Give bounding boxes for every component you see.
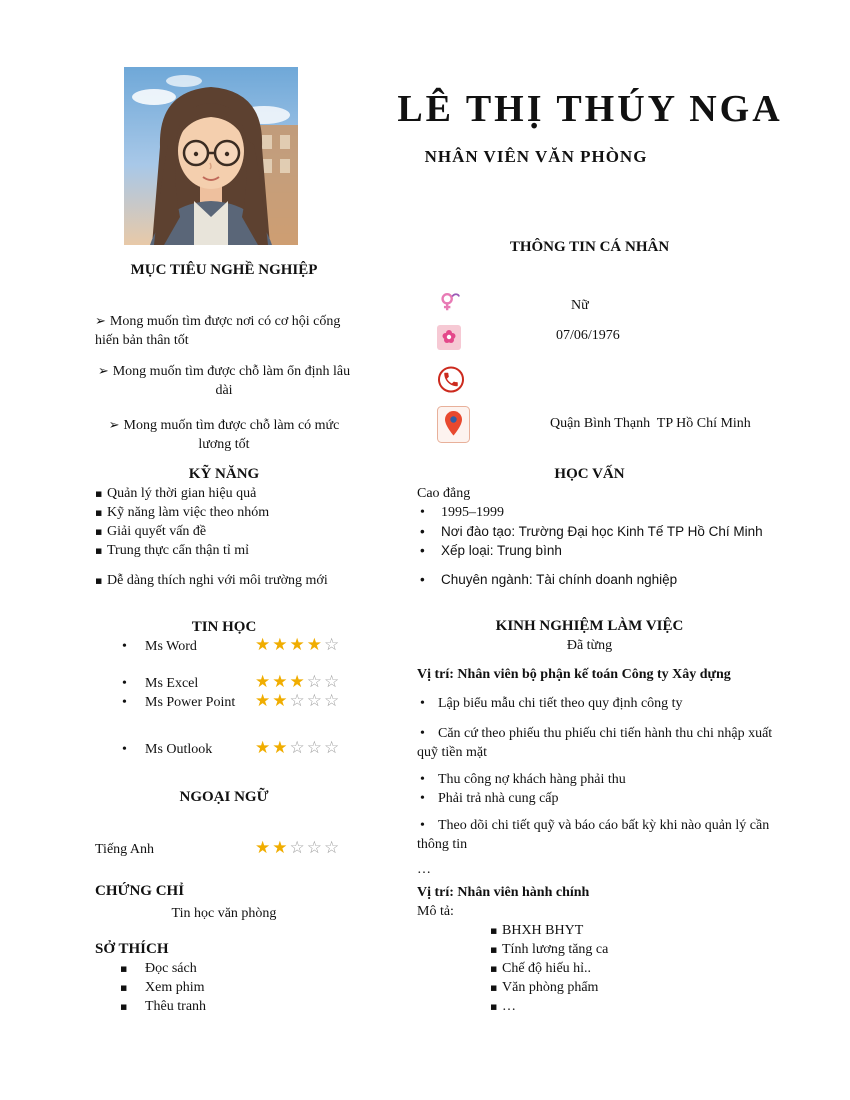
square-bullet-icon: ▪	[120, 1000, 128, 1013]
skill-text: Dễ dàng thích nghi với môi trường mới	[107, 573, 328, 588]
job-duty-item	[417, 816, 791, 854]
job-task-text: …	[502, 999, 516, 1014]
square-bullet-icon: ▪	[490, 981, 498, 994]
education-heading: HỌC VẤN	[554, 466, 625, 482]
star-icon: ☆	[306, 838, 324, 858]
dot-bullet-icon: •	[122, 676, 127, 691]
objective-item	[95, 416, 353, 454]
objective-text: Mong muốn tìm được chỗ làm ổn định lâu dài	[112, 364, 351, 398]
personal-info-row-phone	[417, 366, 791, 406]
star-icon: ★	[272, 691, 290, 711]
education-item	[417, 503, 791, 522]
dot-bullet-icon: •	[122, 695, 127, 710]
job-duty-text: Thu công nợ khách hàng phải thu	[438, 772, 626, 787]
star-icon: ★	[289, 635, 307, 655]
job-task-text: BHXH BHYT	[502, 923, 584, 938]
job-task-text: Văn phòng phẩm	[502, 980, 599, 995]
star-icon: ★	[255, 838, 273, 858]
education-degree: Cao đẳng	[417, 486, 471, 501]
star-rating	[255, 636, 341, 655]
computer-skill-label: Ms Power Point	[145, 695, 236, 710]
job-task-text: Tính lương tăng ca	[502, 942, 609, 957]
star-rating	[255, 673, 341, 692]
star-icon: ☆	[324, 691, 342, 711]
star-icon: ★	[255, 672, 273, 692]
star-icon: ☆	[306, 738, 324, 758]
job-duty-text: Phải trả nhà cung cấp	[438, 791, 559, 806]
experience-heading: KINH NGHIỆM LÀM VIỆC	[495, 618, 684, 634]
job-task-item	[417, 921, 791, 940]
personal-info-list	[417, 291, 791, 450]
square-bullet-icon: ▪	[490, 924, 498, 937]
star-icon: ★	[272, 838, 290, 858]
computer-skill-label: Ms Excel	[145, 676, 199, 691]
objectives-heading: MỤC TIÊU NGHỀ NGHIỆP	[130, 262, 318, 278]
star-icon: ☆	[289, 691, 307, 711]
star-icon: ★	[272, 738, 290, 758]
personal-info-row-gender	[417, 291, 791, 325]
star-icon: ☆	[289, 738, 307, 758]
dot-bullet-icon: •	[420, 524, 425, 539]
skill-text: Quản lý thời gian hiệu quả	[107, 486, 257, 501]
hobby-text: Thêu tranh	[145, 999, 207, 1014]
arrow-marker-icon: ➢	[108, 418, 120, 433]
hobby-item	[95, 997, 353, 1016]
job-title-1: Vị trí: Nhân viên bộ phận kế toán Công ty Xây dựng	[417, 667, 731, 682]
objective-item	[95, 362, 353, 400]
skills-heading: KỸ NĂNG	[188, 466, 260, 482]
hobby-text: Đọc sách	[145, 961, 197, 976]
star-icon: ★	[306, 635, 324, 655]
personal-info-row-address	[417, 406, 791, 450]
square-bullet-icon: ▪	[490, 1000, 498, 1013]
arrow-marker-icon: ➢	[97, 364, 109, 379]
job-description-label: Mô tả:	[417, 904, 454, 919]
star-icon: ☆	[324, 672, 342, 692]
job-duty-item	[417, 770, 791, 789]
birthday-icon	[437, 325, 461, 356]
skill-item	[95, 484, 353, 503]
job-duty-item	[417, 789, 791, 808]
dot-bullet-icon: •	[420, 791, 425, 806]
skill-item	[95, 503, 353, 522]
job-duty-item	[417, 694, 791, 713]
square-bullet-icon: ▪	[120, 962, 128, 975]
job-task-item	[417, 978, 791, 997]
job-duty-text: Theo dõi chi tiết quỹ và báo cáo bất kỳ khi nào quản lý cần thông tin	[417, 818, 770, 852]
hobby-item	[95, 959, 353, 978]
address-value: Quận Bình Thạnh TP Hồ Chí Minh	[550, 416, 751, 431]
section-certificates	[95, 882, 353, 923]
portrait-illustration	[124, 67, 298, 245]
square-bullet-icon: ▪	[95, 487, 103, 500]
dot-bullet-icon: •	[122, 639, 127, 654]
birthday-value: 07/06/1976	[556, 328, 620, 343]
hobby-text: Xem phim	[145, 980, 205, 995]
section-languages	[95, 788, 353, 859]
computer-skill-row	[95, 693, 353, 712]
star-rating	[255, 692, 341, 711]
dot-bullet-icon: •	[420, 818, 425, 833]
experience-status: Đã từng	[566, 638, 613, 653]
star-icon: ★	[272, 635, 290, 655]
skill-text: Giải quyết vấn đề	[107, 524, 207, 539]
section-skills	[95, 465, 353, 590]
section-career-objectives	[95, 261, 353, 454]
square-bullet-icon: ▪	[490, 943, 498, 956]
section-education	[417, 465, 791, 589]
job-duty-text: Lập biểu mẫu chi tiết theo quy định công ty	[438, 696, 683, 711]
skill-text: Trung thực cẩn thận tỉ mỉ	[107, 543, 250, 558]
dot-bullet-icon: •	[420, 772, 425, 787]
star-icon: ★	[255, 691, 273, 711]
square-bullet-icon: ▪	[120, 981, 128, 994]
star-icon: ☆	[324, 635, 342, 655]
skill-item	[95, 571, 353, 590]
star-icon: ☆	[324, 738, 342, 758]
education-item	[417, 570, 791, 589]
dot-bullet-icon: •	[420, 696, 425, 711]
education-text: Nơi đào tạo: Trường Đại học Kinh Tế TP Hồ Chí Minh	[441, 524, 763, 539]
section-hobbies	[95, 940, 353, 1016]
personal-info-heading: THÔNG TIN CÁ NHÂN	[509, 239, 670, 255]
skill-item	[95, 541, 353, 560]
gender-icon	[437, 291, 461, 319]
dot-bullet-icon: •	[420, 726, 425, 741]
education-text: Chuyên ngành: Tài chính doanh nghiệp	[441, 572, 678, 587]
languages-heading: NGOẠI NGỮ	[179, 789, 269, 805]
hobby-item	[95, 978, 353, 997]
section-personal-info	[417, 238, 791, 450]
section-computer-skills	[95, 618, 353, 759]
certificate-item: Tin học văn phòng	[171, 906, 277, 921]
computer-skills-heading: TIN HỌC	[191, 619, 257, 635]
section-work-experience	[417, 617, 791, 1016]
square-bullet-icon: ▪	[490, 962, 498, 975]
job-task-item	[417, 997, 791, 1016]
education-item	[417, 522, 791, 541]
job-task-item	[417, 940, 791, 959]
skill-text: Kỹ năng làm việc theo nhóm	[107, 505, 270, 520]
skill-item	[95, 522, 353, 541]
star-icon: ★	[255, 635, 273, 655]
dot-bullet-icon: •	[122, 742, 127, 757]
computer-skill-row	[95, 637, 353, 656]
profile-photo	[124, 67, 298, 245]
personal-info-row-birthday	[417, 325, 791, 366]
square-bullet-icon: ▪	[95, 544, 103, 557]
dot-bullet-icon: •	[420, 505, 425, 520]
location-icon	[437, 406, 470, 449]
objective-text: Mong muốn tìm được nơi có cơ hội cống hiến bản thân tốt	[95, 314, 341, 348]
objective-text: Mong muốn tìm được chỗ làm có mức lương tốt	[123, 418, 340, 452]
education-text: 1995–1999	[441, 505, 504, 520]
square-bullet-icon: ▪	[95, 574, 103, 587]
candidate-title: NHÂN VIÊN VĂN PHÒNG	[424, 147, 648, 166]
star-rating	[255, 839, 341, 858]
gender-value: Nữ	[571, 298, 589, 313]
certificates-heading: CHỨNG CHỈ	[95, 883, 185, 899]
computer-skill-label: Ms Outlook	[145, 742, 213, 757]
job-task-text: Chế độ hiếu hỉ..	[502, 961, 592, 976]
job-title-2: Vị trí: Nhân viên hành chính	[417, 885, 590, 900]
language-row	[95, 840, 353, 859]
job-task-item	[417, 959, 791, 978]
education-text: Xếp loại: Trung bình	[441, 543, 562, 558]
dot-bullet-icon: •	[420, 572, 425, 587]
job-duty-text: Căn cứ theo phiếu thu phiếu chi tiến hành thu chi nhập xuất quỹ tiền mặt	[417, 726, 773, 760]
job-duty-item	[417, 724, 791, 762]
education-item	[417, 541, 791, 560]
star-icon: ☆	[306, 691, 324, 711]
star-icon: ☆	[324, 838, 342, 858]
dot-bullet-icon: •	[420, 543, 425, 558]
phone-icon	[437, 366, 465, 399]
computer-skill-label: Ms Word	[145, 639, 197, 654]
star-rating	[255, 739, 341, 758]
star-icon: ☆	[306, 672, 324, 692]
square-bullet-icon: ▪	[95, 525, 103, 538]
language-label: Tiếng Anh	[95, 842, 155, 857]
star-icon: ☆	[289, 838, 307, 858]
computer-skill-row	[95, 740, 353, 759]
hobbies-heading: SỞ THÍCH	[95, 941, 169, 957]
star-icon: ★	[272, 672, 290, 692]
experience-ellipsis: …	[417, 862, 431, 877]
star-icon: ★	[255, 738, 273, 758]
arrow-marker-icon: ➢	[95, 314, 106, 329]
candidate-name: LÊ THỊ THÚY NGA	[397, 88, 783, 130]
square-bullet-icon: ▪	[95, 506, 103, 519]
star-icon: ★	[289, 672, 307, 692]
objective-item	[95, 312, 353, 350]
